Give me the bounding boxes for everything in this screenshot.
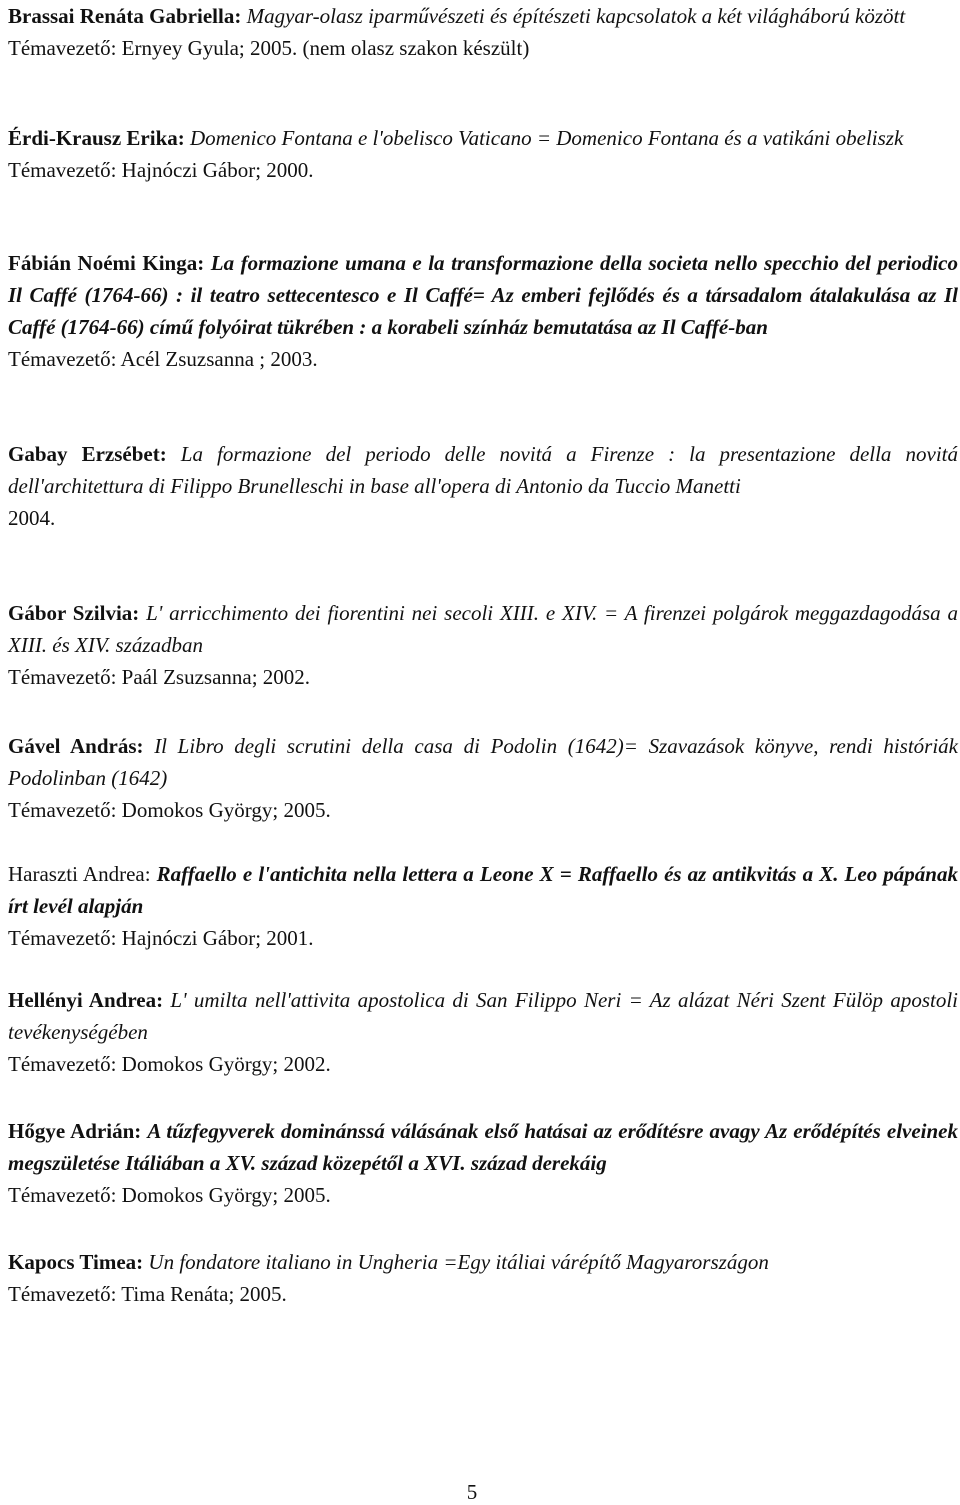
thesis-entry	[8, 0, 905, 64]
thesis-entry	[8, 984, 958, 1080]
page-number: 5	[466, 1480, 478, 1504]
entry-advisor: Témavezető: Paál Zsuzsanna; 2002.	[8, 665, 311, 689]
entry-title: Magyar-olasz iparművészeti és építészeti kapcsolatok a két világháború között	[246, 4, 906, 28]
entry-advisor: Témavezető: Hajnóczi Gábor; 2001.	[8, 926, 314, 950]
entry-advisor: Témavezető: Acél Zsuzsanna ; 2003.	[8, 347, 318, 371]
entry-author: Brassai Renáta Gabriella:	[8, 4, 242, 28]
entry-advisor: Témavezető: Ernyey Gyula; 2005. (nem olasz szakon készült)	[8, 36, 530, 60]
entry-title: Il Libro degli scrutini della casa di Podolin (1642)= Szavazások könyve, rendi históriák Podolinban (1642)	[8, 734, 958, 790]
entry-advisor: Témavezető: Domokos György; 2002.	[8, 1052, 331, 1076]
entry-author: Haraszti Andrea:	[8, 862, 151, 886]
entry-author: Fábián Noémi Kinga:	[8, 251, 205, 275]
thesis-entry	[8, 247, 958, 375]
thesis-entry	[8, 858, 958, 954]
thesis-entry	[8, 122, 903, 186]
entry-title: La formazione del periodo delle novitá a Firenze : la presentazione della novitá dell'architettura di Filippo Brunelleschi in base all'opera di Antonio da Tuccio Manetti	[8, 442, 958, 498]
entry-title: L' arricchimento dei fiorentini nei secoli XIII. e XIV. = A firenzei polgárok meggazdagodása a XIII. és XIV. században	[8, 601, 959, 657]
entry-author: Hőgye Adrián:	[8, 1119, 142, 1143]
entry-advisor: Témavezető: Domokos György; 2005.	[8, 1183, 331, 1207]
thesis-entry	[8, 1115, 958, 1211]
entry-author: Gabay Erzsébet:	[8, 442, 167, 466]
entry-author: Hellényi Andrea:	[8, 988, 164, 1012]
entry-author: Gábor Szilvia:	[8, 601, 140, 625]
entry-author: Gável András:	[8, 734, 144, 758]
thesis-entry	[8, 1246, 769, 1310]
entry-title: Domenico Fontana e l'obelisco Vaticano = Domenico Fontana és a vatikáni obeliszk	[190, 126, 904, 150]
entry-title: Un fondatore italiano in Ungheria =Egy itáliai várépítő Magyarországon	[148, 1250, 769, 1274]
thesis-entry	[8, 730, 958, 826]
entry-title: A tűzfegyverek dominánssá válásának első hatásai az erődítésre avagy Az erődépítés elveinek megszületése Itáliában a XV. század közepétől a XVI. század derekáig	[8, 1119, 959, 1175]
entry-title: Raffaello e l'antichita nella lettera a Leone X = Raffaello és az antikvitás a X. Leo pápának írt levél alapján	[8, 862, 958, 918]
entry-advisor: Témavezető: Domokos György; 2005.	[8, 798, 331, 822]
document-page	[8, 0, 958, 1505]
entry-advisor: 2004.	[8, 506, 56, 530]
thesis-entry	[8, 438, 958, 534]
entry-title: La formazione umana e la transformazione della societa nello specchio del periodico Il Caffé (1764-66) : il teatro settecentesco e Il Caffé= Az emberi fejlődés és a társadalom átalakulása az Il Caffé (1764-66) című folyóirat tükrében : a korabeli színház bemutatása az Il Caffé-ban	[8, 251, 958, 339]
entry-author: Érdi-Krausz Erika:	[8, 126, 185, 150]
thesis-entry	[8, 597, 958, 693]
entry-advisor: Témavezető: Hajnóczi Gábor; 2000.	[8, 158, 314, 182]
entry-title: L' umilta nell'attivita apostolica di San Filippo Neri = Az alázat Néri Szent Fülöp apostoli tevékenységében	[8, 988, 959, 1044]
entry-author: Kapocs Timea:	[8, 1250, 144, 1274]
entry-advisor: Témavezető: Tima Renáta; 2005.	[8, 1282, 287, 1306]
